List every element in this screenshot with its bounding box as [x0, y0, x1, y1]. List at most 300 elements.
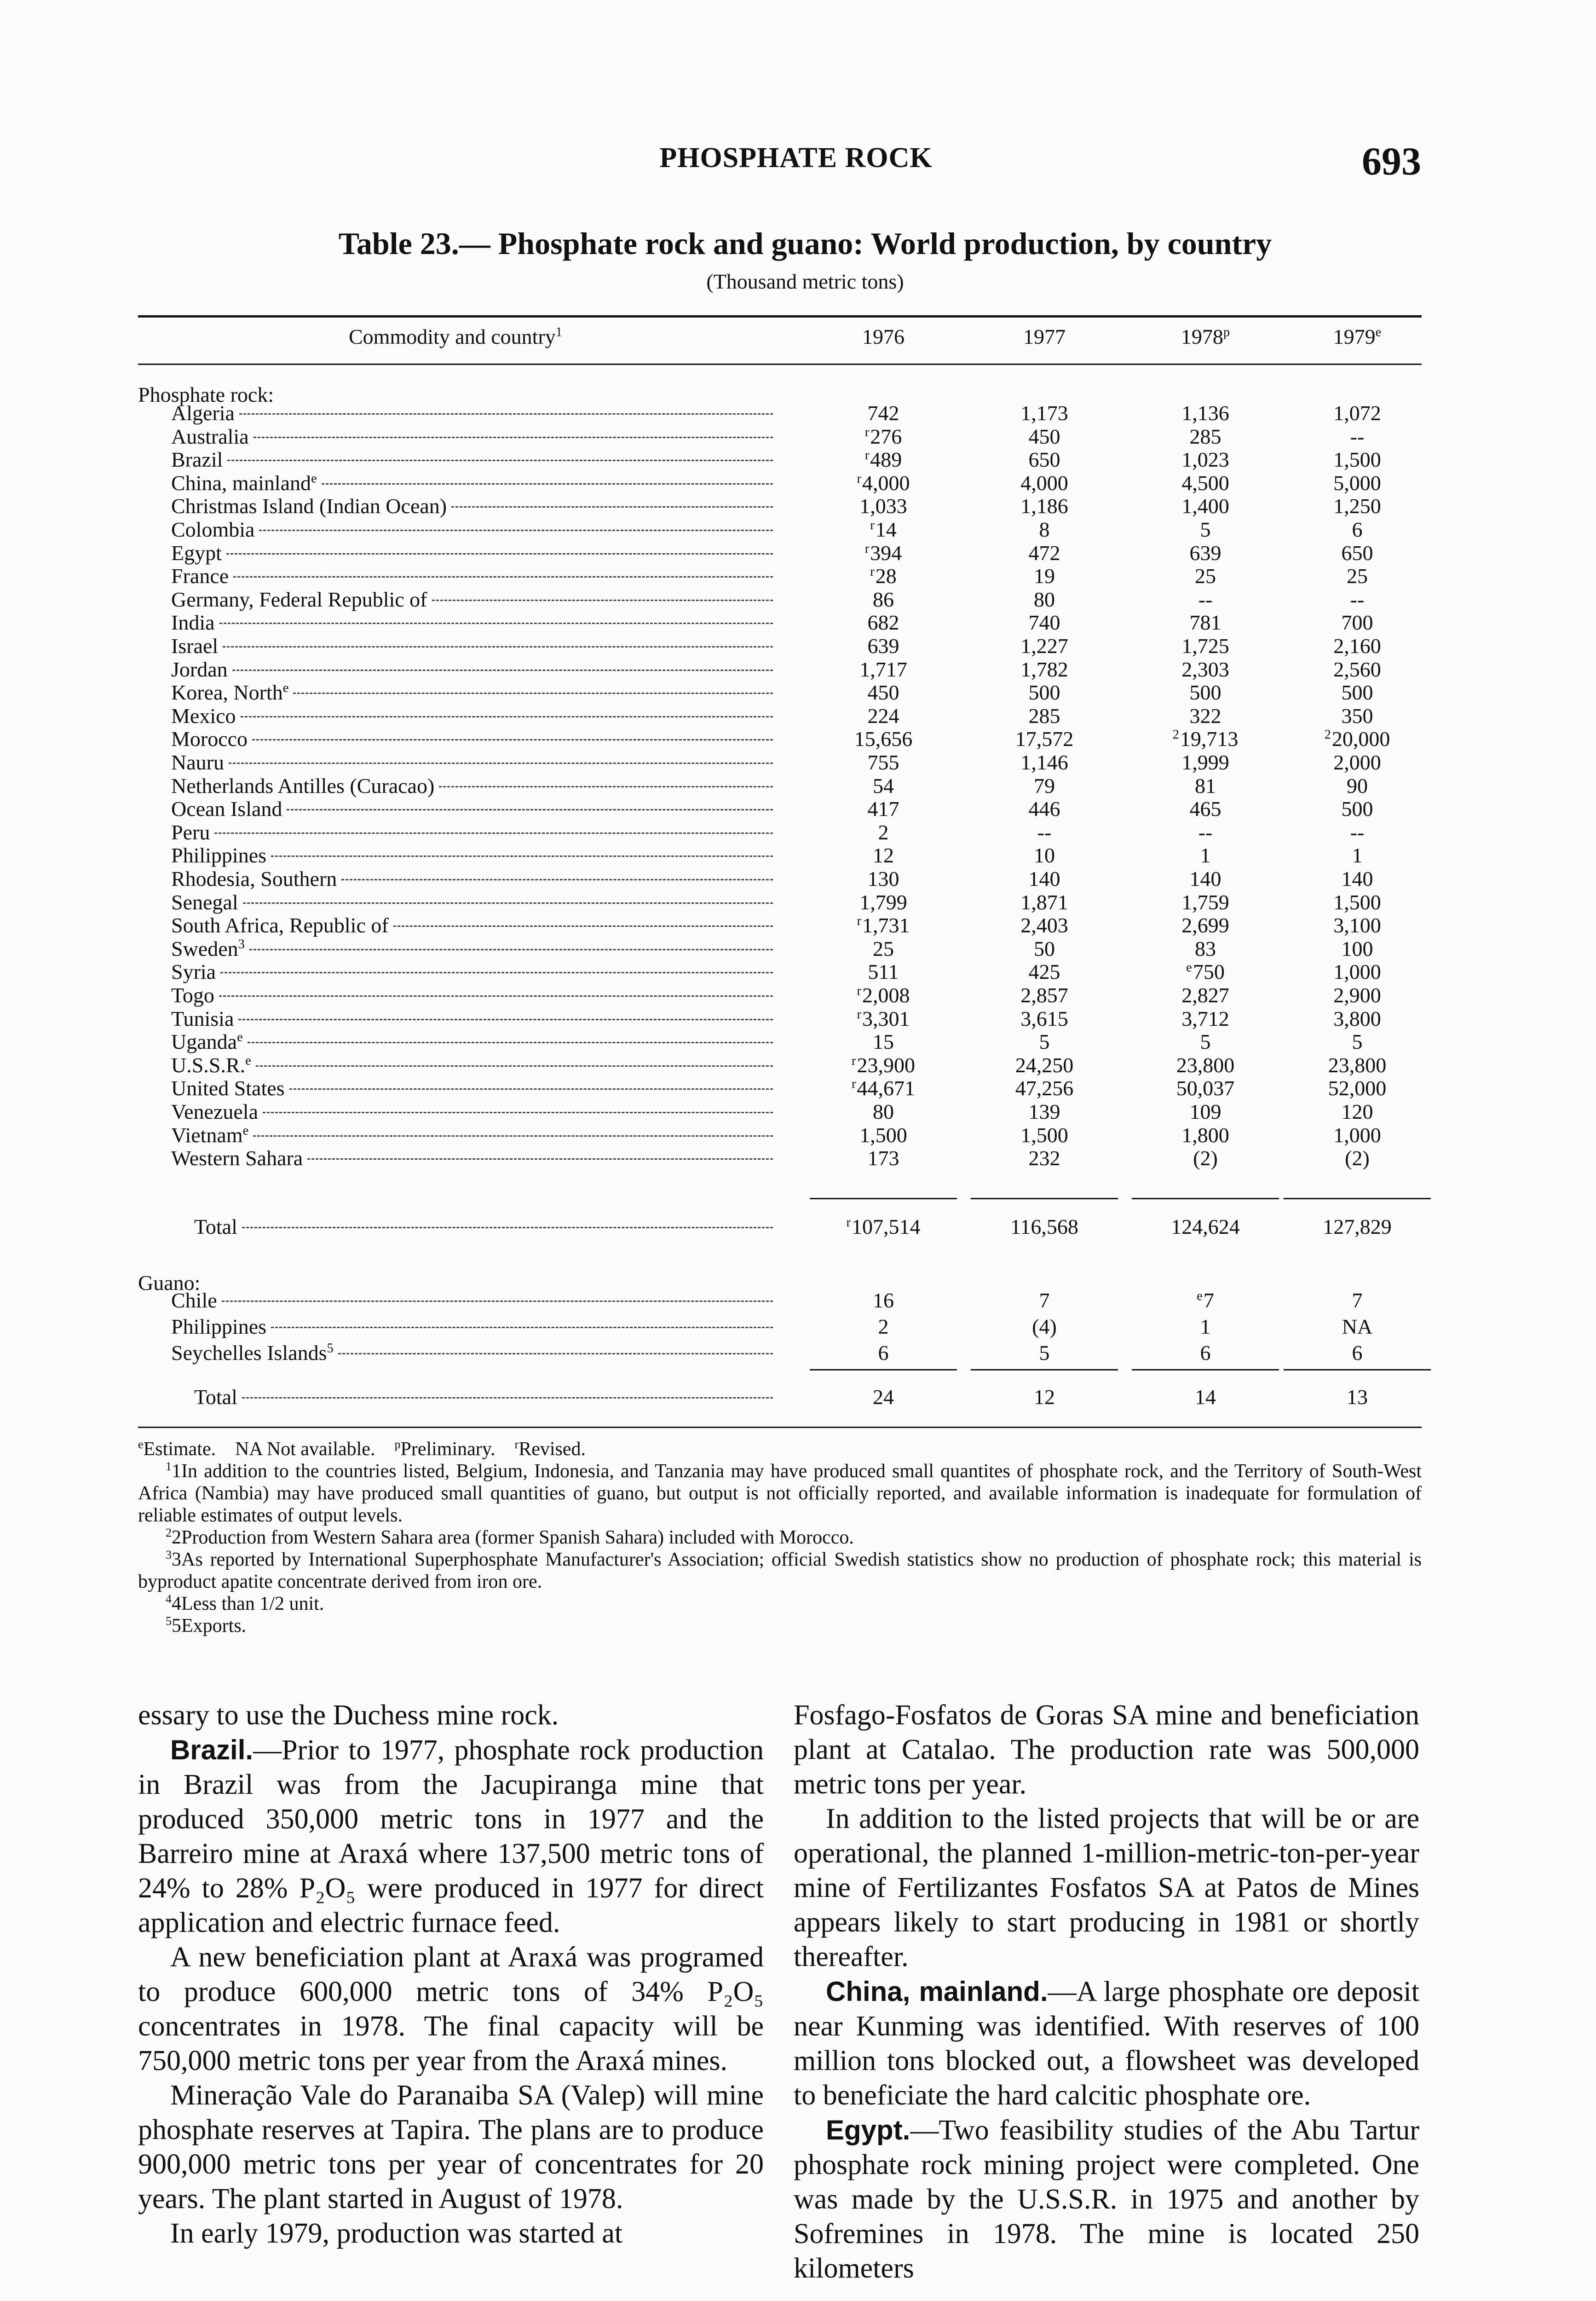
phosphate-value-col3: 5	[1200, 518, 1211, 541]
phosphate-total-rule-1978	[1132, 1198, 1279, 1199]
phosphate-value-col4: --	[1350, 588, 1365, 611]
phosphate-country-name: Syria	[171, 960, 216, 983]
phosphate-country-name: Tunisia	[171, 1007, 234, 1030]
phosphate-value-col3: 109	[1189, 1100, 1221, 1123]
phosphate-leader-dots	[451, 506, 773, 508]
guano-value-col4: NA	[1342, 1315, 1373, 1338]
phosphate-country-name: India	[171, 611, 215, 634]
guano-total-country-name: Total	[194, 1385, 237, 1409]
guano-value-col2: 7	[1039, 1289, 1050, 1312]
phosphate-row	[138, 425, 1426, 449]
phosphate-value-col2: 139	[1028, 1100, 1060, 1123]
table-subtitle: (Thousand metric tons)	[706, 270, 904, 293]
guano-leader-dots	[271, 1327, 773, 1328]
phosphate-value-col2: 1,782	[1020, 658, 1068, 681]
guano-value-col3: 1	[1200, 1315, 1211, 1338]
guano-value-col2: 5	[1039, 1341, 1050, 1364]
table-title: Table 23.— Phosphate rock and guano: World production, by country	[338, 226, 1272, 261]
phosphate-leader-dots	[293, 693, 773, 694]
phosphate-value-col2: 10	[1034, 844, 1055, 867]
phosphate-value-col1: 15,656	[854, 727, 913, 751]
phosphate-value-col2: 1,227	[1020, 634, 1068, 658]
phosphate-country-name: Uganda$^e$	[171, 1030, 243, 1053]
phosphate-value-col4: 1,000	[1333, 960, 1381, 983]
brazil-paragraph	[138, 1733, 764, 1940]
phosphate-leader-dots	[233, 576, 773, 578]
column-header-1979: 1979e	[1333, 325, 1382, 348]
phosphate-row	[138, 1123, 1426, 1147]
egypt-text: —Two feasibility studies of the Abu Tartur phosphate rock mining project were completed. One was made by the U.S.S.R. in 1975 and another by Sofremines in 1978. The mine is located 250 kilometers	[794, 2115, 1419, 2284]
phosphate-value-col1: 80	[873, 1100, 894, 1123]
phosphate-value-col1: 1,717	[859, 658, 907, 681]
column-header-commodity: Commodity and country$^1$	[348, 325, 562, 348]
phosphate-row	[138, 1007, 1426, 1031]
phosphate-value-col4: 2,000	[1333, 751, 1381, 774]
phosphate-value-col1: 417	[867, 797, 899, 821]
page-number: 693	[1362, 139, 1421, 183]
phosphate-value-col3: 5	[1200, 1030, 1211, 1053]
phosphate-value-col3: 1,400	[1181, 494, 1229, 518]
phosphate-country-name: Korea, North$^e$	[171, 681, 289, 704]
phosphate-value-col4: 2,160	[1333, 634, 1381, 658]
guano-total-rule-1979	[1284, 1369, 1431, 1370]
phosphate-leader-dots	[432, 600, 773, 601]
guano-country-name: Seychelles Islands$^5$	[171, 1341, 334, 1364]
phosphate-country-name: Australia	[171, 425, 249, 448]
guano-total-rule-1976	[810, 1369, 957, 1370]
guano-total-value-col2: 12	[1034, 1385, 1055, 1409]
phosphate-value-col2: 8	[1039, 518, 1050, 541]
egypt-paragraph	[794, 2113, 1419, 2286]
phosphate-leader-dots	[287, 809, 773, 810]
phosphate-value-col4: 2,900	[1333, 983, 1381, 1007]
phosphate-row	[138, 518, 1426, 542]
phosphate-row	[138, 913, 1426, 937]
phosphate-country-name: United States	[171, 1076, 285, 1100]
phosphate-leader-dots	[220, 972, 773, 973]
phosphate-value-col2: 425	[1028, 960, 1060, 983]
phosphate-value-col3: 322	[1189, 704, 1221, 728]
phosphate-value-col4: 100	[1341, 937, 1373, 960]
phosphate-value-col2: 500	[1028, 681, 1060, 704]
phosphate-value-col4: --	[1350, 821, 1365, 844]
phosphate-value-col3: 2,303	[1181, 658, 1229, 681]
phosphate-country-name: Venezuela	[171, 1100, 258, 1123]
phosphate-value-col1: 450	[867, 681, 899, 704]
phosphate-value-col4: 3,800	[1333, 1007, 1381, 1030]
phosphate-value-col4: 120	[1341, 1100, 1373, 1123]
phosphate-total-row	[138, 1215, 1426, 1239]
phosphate-value-col4: 500	[1341, 797, 1373, 821]
phosphate-total-value-col3: 124,624	[1171, 1215, 1240, 1238]
phosphate-value-col1: 15	[873, 1030, 894, 1053]
phosphate-value-col3: 1,023	[1181, 448, 1229, 471]
phosphate-country-name: Algeria	[171, 401, 235, 425]
phosphate-value-col1: 86	[873, 588, 894, 611]
phosphate-row	[138, 960, 1426, 984]
phosphate-country-name: South Africa, Republic of	[171, 913, 389, 937]
phosphate-country-name: U.S.S.R.$^e$	[171, 1053, 251, 1077]
phosphate-value-col3: 4,500	[1181, 471, 1229, 495]
phosphate-row	[138, 1030, 1426, 1054]
phosphate-row	[138, 401, 1426, 425]
phosphate-leader-dots	[223, 646, 773, 648]
phosphate-value-col3: 1,800	[1181, 1123, 1229, 1147]
phosphate-value-col2: 2,403	[1020, 913, 1068, 937]
phosphate-row	[138, 611, 1426, 635]
phosphate-row	[138, 937, 1426, 961]
phosphate-total-value-col4: 127,829	[1323, 1215, 1392, 1238]
phosphate-value-col4: 1,500	[1333, 890, 1381, 914]
guano-row	[138, 1289, 1426, 1312]
phosphate-country-name: Israel	[171, 634, 219, 658]
phosphate-value-col3: 285	[1189, 425, 1221, 448]
phosphate-row	[138, 983, 1426, 1007]
guano-total-row	[138, 1385, 1426, 1409]
phosphate-value-col2: 1,146	[1020, 751, 1068, 774]
phosphate-row	[138, 634, 1426, 658]
guano-total-rule-1978	[1132, 1369, 1279, 1370]
phosphate-leader-dots	[439, 786, 773, 787]
phosphate-value-col3: 500	[1189, 681, 1221, 704]
phosphate-country-name: Sweden$^3$	[171, 937, 245, 960]
footnote-4: $^4$4Less than 1/2 unit.	[166, 1592, 324, 1614]
phosphate-value-col2: 232	[1028, 1146, 1060, 1170]
phosphate-value-col1: $^r$2,008	[857, 983, 910, 1007]
phosphate-value-col3: 465	[1189, 797, 1221, 821]
phosphate-country-name: France	[171, 564, 229, 588]
phosphate-value-col4: 5,000	[1333, 471, 1381, 495]
right-text-column	[794, 1698, 1419, 2286]
left-text-column	[138, 1698, 764, 2251]
guano-country-name: Philippines	[171, 1315, 267, 1338]
footnote-3-text: 3As reported by International Superphosphate Manufacturer's Association; official Swedish statistics show no production of phosphate rock; this material is byproduct apatite concentrate derived from iron ore.	[138, 1549, 1422, 1592]
phosphate-value-col4: 5	[1352, 1030, 1363, 1053]
phosphate-value-col2: 1,173	[1020, 401, 1068, 425]
phosphate-value-col3: 1,136	[1181, 401, 1229, 425]
phosphate-row	[138, 494, 1426, 518]
phosphate-value-col4: --	[1350, 425, 1365, 448]
guano-leader-dots	[338, 1353, 773, 1354]
phosphate-value-col4: 650	[1341, 541, 1373, 565]
phosphate-row	[138, 471, 1426, 495]
guano-group-heading: Guano:	[138, 1271, 201, 1295]
phosphate-value-col4: 1	[1352, 844, 1363, 867]
phosphate-value-col4: 6	[1352, 518, 1363, 541]
phosphate-leader-dots	[226, 553, 773, 555]
phosphate-value-col1: 1,033	[859, 494, 907, 518]
phosphate-leader-dots	[252, 739, 773, 740]
phosphate-country-name: Mexico	[171, 704, 236, 728]
phosphate-value-col2: 19	[1034, 564, 1055, 588]
phosphate-value-col3: (2)	[1193, 1146, 1218, 1170]
phosphate-value-col2: 80	[1034, 588, 1055, 611]
phosphate-value-col4: 700	[1341, 611, 1373, 634]
guano-row	[138, 1341, 1426, 1365]
phosphate-value-col3: 1,999	[1181, 751, 1229, 774]
phosphate-row	[138, 658, 1426, 682]
phosphate-country-name: Germany, Federal Republic of	[171, 588, 427, 611]
phosphate-leader-dots	[322, 483, 773, 485]
phosphate-row	[138, 448, 1426, 472]
phosphate-value-col1: $^r$28	[870, 564, 897, 588]
phosphate-value-col1: 25	[873, 937, 894, 960]
phosphate-value-col1: $^r$23,900	[852, 1053, 915, 1077]
phosphate-value-col2: 47,256	[1015, 1076, 1074, 1100]
phosphate-value-col4: 1,072	[1333, 401, 1381, 425]
phosphate-leader-dots	[239, 413, 773, 415]
phosphate-value-col1: 12	[873, 844, 894, 867]
phosphate-total-rule-1979	[1284, 1198, 1431, 1199]
phosphate-leader-dots	[219, 623, 773, 624]
phosphate-value-col1: 742	[867, 401, 899, 425]
phosphate-value-col1: 130	[867, 867, 899, 890]
phosphate-leader-dots	[241, 716, 773, 717]
footnote-1-text: 1In addition to the countries listed, Belgium, Indonesia, and Tanzania may have produced small quantites of phosphate rock, and the Territory of South-West Africa (Nambia) may have produced small quantities of guano, but output is not officially reported, and available information is inadequate for formulation of reliable estimates of output levels.	[138, 1461, 1422, 1526]
phosphate-row	[138, 890, 1426, 914]
phosphate-value-col2: 79	[1034, 774, 1055, 798]
guano-value-col2: (4)	[1032, 1315, 1057, 1338]
phosphate-row	[138, 821, 1426, 844]
china-text: —A large phosphate ore deposit near Kunming was identified. With reserves of 100 million tons blocked out, a flowsheet was developed to beneficiate the hard calcitic phosphate ore.	[794, 1976, 1420, 2111]
phosphate-value-col1: $^r$4,000	[857, 471, 910, 495]
china-lead: China, mainland.	[826, 1976, 1048, 2007]
phosphate-value-col4: 2,560	[1333, 658, 1381, 681]
footnote-5-text: 5Exports.	[172, 1615, 247, 1636]
egypt-lead: Egypt.	[826, 2115, 910, 2145]
phosphate-value-col4: (2)	[1345, 1146, 1370, 1170]
phosphate-value-col3: --	[1198, 588, 1213, 611]
phosphate-leader-dots	[263, 1112, 773, 1113]
guano-leader-dots	[222, 1301, 773, 1302]
phosphate-leader-dots	[238, 1019, 773, 1020]
phosphate-total-rule-1977	[971, 1198, 1118, 1199]
phosphate-leader-dots	[307, 1158, 773, 1160]
phosphate-value-col2: 650	[1028, 448, 1060, 471]
header-bottom-rule	[138, 364, 1422, 365]
footnote-5: $^5$5Exports.	[166, 1614, 247, 1636]
phosphate-row	[138, 727, 1426, 751]
guano-country-name: Chile	[171, 1289, 217, 1312]
phosphate-value-col4: 1,500	[1333, 448, 1381, 471]
phosphate-value-col4: $^2$20,000	[1324, 727, 1390, 751]
table-top-rule	[138, 315, 1422, 318]
phosphate-country-name: Togo	[171, 983, 214, 1007]
phosphate-value-col3: $^2$19,713	[1172, 727, 1239, 751]
left-continuation: essary to use the Duchess mine rock.	[138, 1700, 559, 1731]
phosphate-leader-dots	[341, 879, 773, 880]
phosphate-value-col1: $^r$394	[864, 541, 902, 565]
phosphate-value-col1: $^r$276	[864, 425, 902, 448]
guano-total-rule-1977	[971, 1369, 1118, 1370]
phosphate-leader-dots	[243, 902, 773, 904]
footnote-legend: $^e$Estimate. NA Not available. $^p$Preliminary. $^r$Revised.	[138, 1438, 586, 1460]
phosphate-row	[138, 1146, 1426, 1170]
phosphate-value-col2: 740	[1028, 611, 1060, 634]
phosphate-value-col3: 81	[1195, 774, 1216, 798]
guano-value-col3: $^e$7	[1197, 1289, 1214, 1312]
phosphate-value-col1: $^r$3,301	[857, 1007, 910, 1030]
column-header-1976: 1976	[862, 325, 905, 348]
phosphate-country-name: Nauru	[171, 751, 224, 774]
phosphate-value-col2: 140	[1028, 867, 1060, 890]
phosphate-value-col3: 23,800	[1176, 1053, 1235, 1077]
phosphate-value-col4: 140	[1341, 867, 1373, 890]
phosphate-value-col3: 1	[1200, 844, 1211, 867]
phosphate-row	[138, 751, 1426, 775]
phosphate-value-col1: 173	[867, 1146, 899, 1170]
phosphate-value-col1: 2	[878, 821, 889, 844]
phosphate-row	[138, 564, 1426, 588]
footnote-2-text: 2Production from Western Sahara area (former Spanish Sahara) included with Morocco.	[172, 1527, 854, 1548]
phosphate-value-col2: 3,615	[1020, 1007, 1068, 1030]
phosphate-value-col1: 755	[867, 751, 899, 774]
phosphate-row	[138, 1100, 1426, 1124]
phosphate-leader-dots	[393, 925, 773, 927]
footnote-3: $^3$3As reported by International Superphosphate Manufacturer's Association; official Swedish statistics show no production of phosphate rock; this material is byproduct apatite concentrate derived from iron ore.	[138, 1548, 1422, 1592]
phosphate-leader-dots	[259, 530, 773, 531]
phosphate-value-col3: $^e$750	[1186, 960, 1225, 983]
phosphate-country-name: Western Sahara	[171, 1146, 303, 1170]
phosphate-value-col2: --	[1037, 821, 1052, 844]
phosphate-leader-dots	[254, 437, 773, 438]
phosphate-country-name: Philippines	[171, 844, 267, 867]
phosphate-total-leader-dots	[242, 1227, 773, 1228]
phosphate-value-col1: 682	[867, 611, 899, 634]
brazil-text: —Prior to 1977, phosphate rock production in Brazil was from the Jacupiranga mine that produced 350,000 metric tons in 1977 and the Barreiro mine at Araxá where 137,500 metric tons of 24% to 28% P₂O₅ were produced in 1977 for direct application and electric furnace feed.	[138, 1734, 764, 1938]
phosphate-total-value-col1: $^r$107,514	[846, 1215, 921, 1238]
guano-value-col4: 7	[1352, 1289, 1363, 1312]
phosphate-country-name: China, mainland$^e$	[171, 471, 317, 495]
phosphate-row	[138, 541, 1426, 565]
phosphate-value-col4: 23,800	[1328, 1053, 1387, 1077]
phosphate-value-col2: 472	[1028, 541, 1060, 565]
phosphate-value-col3: 83	[1195, 937, 1216, 960]
guano-value-col3: 6	[1200, 1341, 1211, 1364]
phosphate-value-col4: 500	[1341, 681, 1373, 704]
right-continuation: Fosfago-Fosfatos de Goras SA mine and beneficiation plant at Catalao. The production rate was 500,000 metric tons per year.	[794, 1700, 1419, 1800]
phosphate-value-col3: 25	[1195, 564, 1216, 588]
phosphate-country-name: Rhodesia, Southern	[171, 867, 337, 890]
guano-row	[138, 1315, 1426, 1339]
phosphate-leader-dots	[229, 763, 773, 764]
phosphate-value-col3: 1,759	[1181, 890, 1229, 914]
phosphate-leader-dots	[253, 1135, 773, 1137]
phosphate-country-name: Egypt	[171, 541, 222, 565]
phosphate-leader-dots	[271, 856, 773, 857]
table-footnotes	[138, 1438, 1422, 1637]
phosphate-value-col1: $^r$44,671	[852, 1076, 915, 1100]
phosphate-total-value-col2: 116,568	[1010, 1215, 1078, 1238]
phosphate-leader-dots	[248, 1042, 773, 1043]
phosphate-value-col3: 140	[1189, 867, 1221, 890]
phosphate-row	[138, 797, 1426, 821]
phosphate-country-name: Christmas Island (Indian Ocean)	[171, 494, 447, 518]
phosphate-value-col3: 2,827	[1181, 983, 1229, 1007]
table-bottom-rule	[138, 1427, 1422, 1428]
guano-value-col1: 6	[878, 1341, 889, 1364]
phosphate-value-col2: 1,871	[1020, 890, 1068, 914]
phosphate-value-col2: 1,500	[1020, 1123, 1068, 1147]
phosphate-row	[138, 681, 1426, 705]
phosphate-row	[138, 844, 1426, 867]
phosphate-value-col3: 781	[1189, 611, 1221, 634]
phosphate-total-rule-1976	[810, 1198, 957, 1199]
phosphate-value-col1: 224	[867, 704, 899, 728]
phosphate-country-name: Peru	[171, 821, 210, 844]
phosphate-value-col3: 639	[1189, 541, 1221, 565]
column-header-1978: 1978$^p$	[1181, 325, 1230, 348]
guano-total-value-col1: 24	[873, 1385, 894, 1409]
phosphate-value-col1: 639	[867, 634, 899, 658]
phosphate-value-col1: 54	[873, 774, 894, 798]
phosphate-country-name: Morocco	[171, 727, 248, 751]
guano-value-col4: 6	[1352, 1341, 1363, 1364]
phosphate-country-name: Netherlands Antilles (Curacao)	[171, 774, 435, 798]
phosphate-leader-dots	[219, 995, 773, 997]
brazil-lead: Brazil.	[170, 1734, 254, 1765]
guano-total-leader-dots	[242, 1397, 773, 1399]
phosphate-value-col4: 25	[1347, 564, 1368, 588]
guano-total-value-col3: 14	[1195, 1385, 1216, 1409]
phosphate-leader-dots	[227, 460, 773, 461]
phosphate-value-col2: 2,857	[1020, 983, 1068, 1007]
valep-paragraph: Mineração Vale do Paranaiba SA (Valep) will mine phosphate reserves at Tapira. The plans are to produce 900,000 metric tons per year of concentrates for 20 years. The plant started in August of 1978.	[138, 2080, 764, 2214]
phosphate-value-col1: $^r$14	[870, 518, 897, 541]
phosphate-value-col2: 50	[1034, 937, 1055, 960]
footnote-1: $^1$1In addition to the countries listed, Belgium, Indonesia, and Tanzania may have produced small quantites of phosphate rock, and the Territory of South-West Africa (Nambia) may have produced small quantities of guano, but output is not officially reported, and available information is inadequate for formulation of reliable estimates of output levels.	[138, 1460, 1422, 1526]
phosphate-leader-dots	[214, 833, 773, 834]
china-paragraph	[794, 1974, 1419, 2113]
footnote-2: $^2$2Production from Western Sahara area (former Spanish Sahara) included with Morocco.	[166, 1526, 854, 1548]
phosphate-value-col2: 5	[1039, 1030, 1050, 1053]
footnote-4-text: 4Less than 1/2 unit.	[172, 1593, 324, 1614]
phosphate-row	[138, 774, 1426, 798]
araxa-paragraph: A new beneficiation plant at Araxá was programed to produce 600,000 metric tons of 34% P₂O₅ concentrates in 1978. The final capacity will be 750,000 metric tons per year from the Araxá mines.	[138, 1942, 764, 2076]
phosphate-value-col4: 3,100	[1333, 913, 1381, 937]
phosphate-row	[138, 867, 1426, 891]
phosphate-value-col4: 90	[1347, 774, 1368, 798]
phosphate-value-col1: 1,500	[859, 1123, 907, 1147]
phosphate-leader-dots	[289, 1088, 773, 1090]
phosphate-value-col3: 3,712	[1181, 1007, 1229, 1030]
phosphate-country-name: Brazil	[171, 448, 223, 471]
phosphate-leader-dots	[232, 670, 773, 671]
phosphate-leader-dots	[249, 949, 773, 950]
phosphate-leader-dots	[256, 1065, 773, 1067]
column-header-1977: 1977	[1023, 325, 1066, 348]
phosphate-country-name: Jordan	[171, 658, 228, 681]
phosphate-value-col2: 1,186	[1020, 494, 1068, 518]
phosphate-value-col2: 17,572	[1015, 727, 1074, 751]
phosphate-value-col3: 2,699	[1181, 913, 1229, 937]
phosphate-value-col3: --	[1198, 821, 1213, 844]
phosphate-row	[138, 1076, 1426, 1100]
guano-value-col1: 16	[873, 1289, 894, 1312]
phosphate-value-col4: 1,000	[1333, 1123, 1381, 1147]
phosphate-row	[138, 588, 1426, 612]
phosphate-value-col1: $^r$489	[864, 448, 902, 471]
phosphate-value-col3: 1,725	[1181, 634, 1229, 658]
phosphate-country-name: Senegal	[171, 890, 238, 914]
phosphate-country-name: Ocean Island	[171, 797, 282, 821]
phosphate-value-col1: 1,799	[859, 890, 907, 914]
phosphate-total-country-name: Total	[194, 1215, 237, 1238]
phosphate-group-heading: Phosphate rock:	[138, 383, 274, 406]
guano-total-value-col4: 13	[1347, 1385, 1368, 1409]
guano-value-col1: 2	[878, 1315, 889, 1338]
phosphate-value-col3: 50,037	[1176, 1076, 1235, 1100]
